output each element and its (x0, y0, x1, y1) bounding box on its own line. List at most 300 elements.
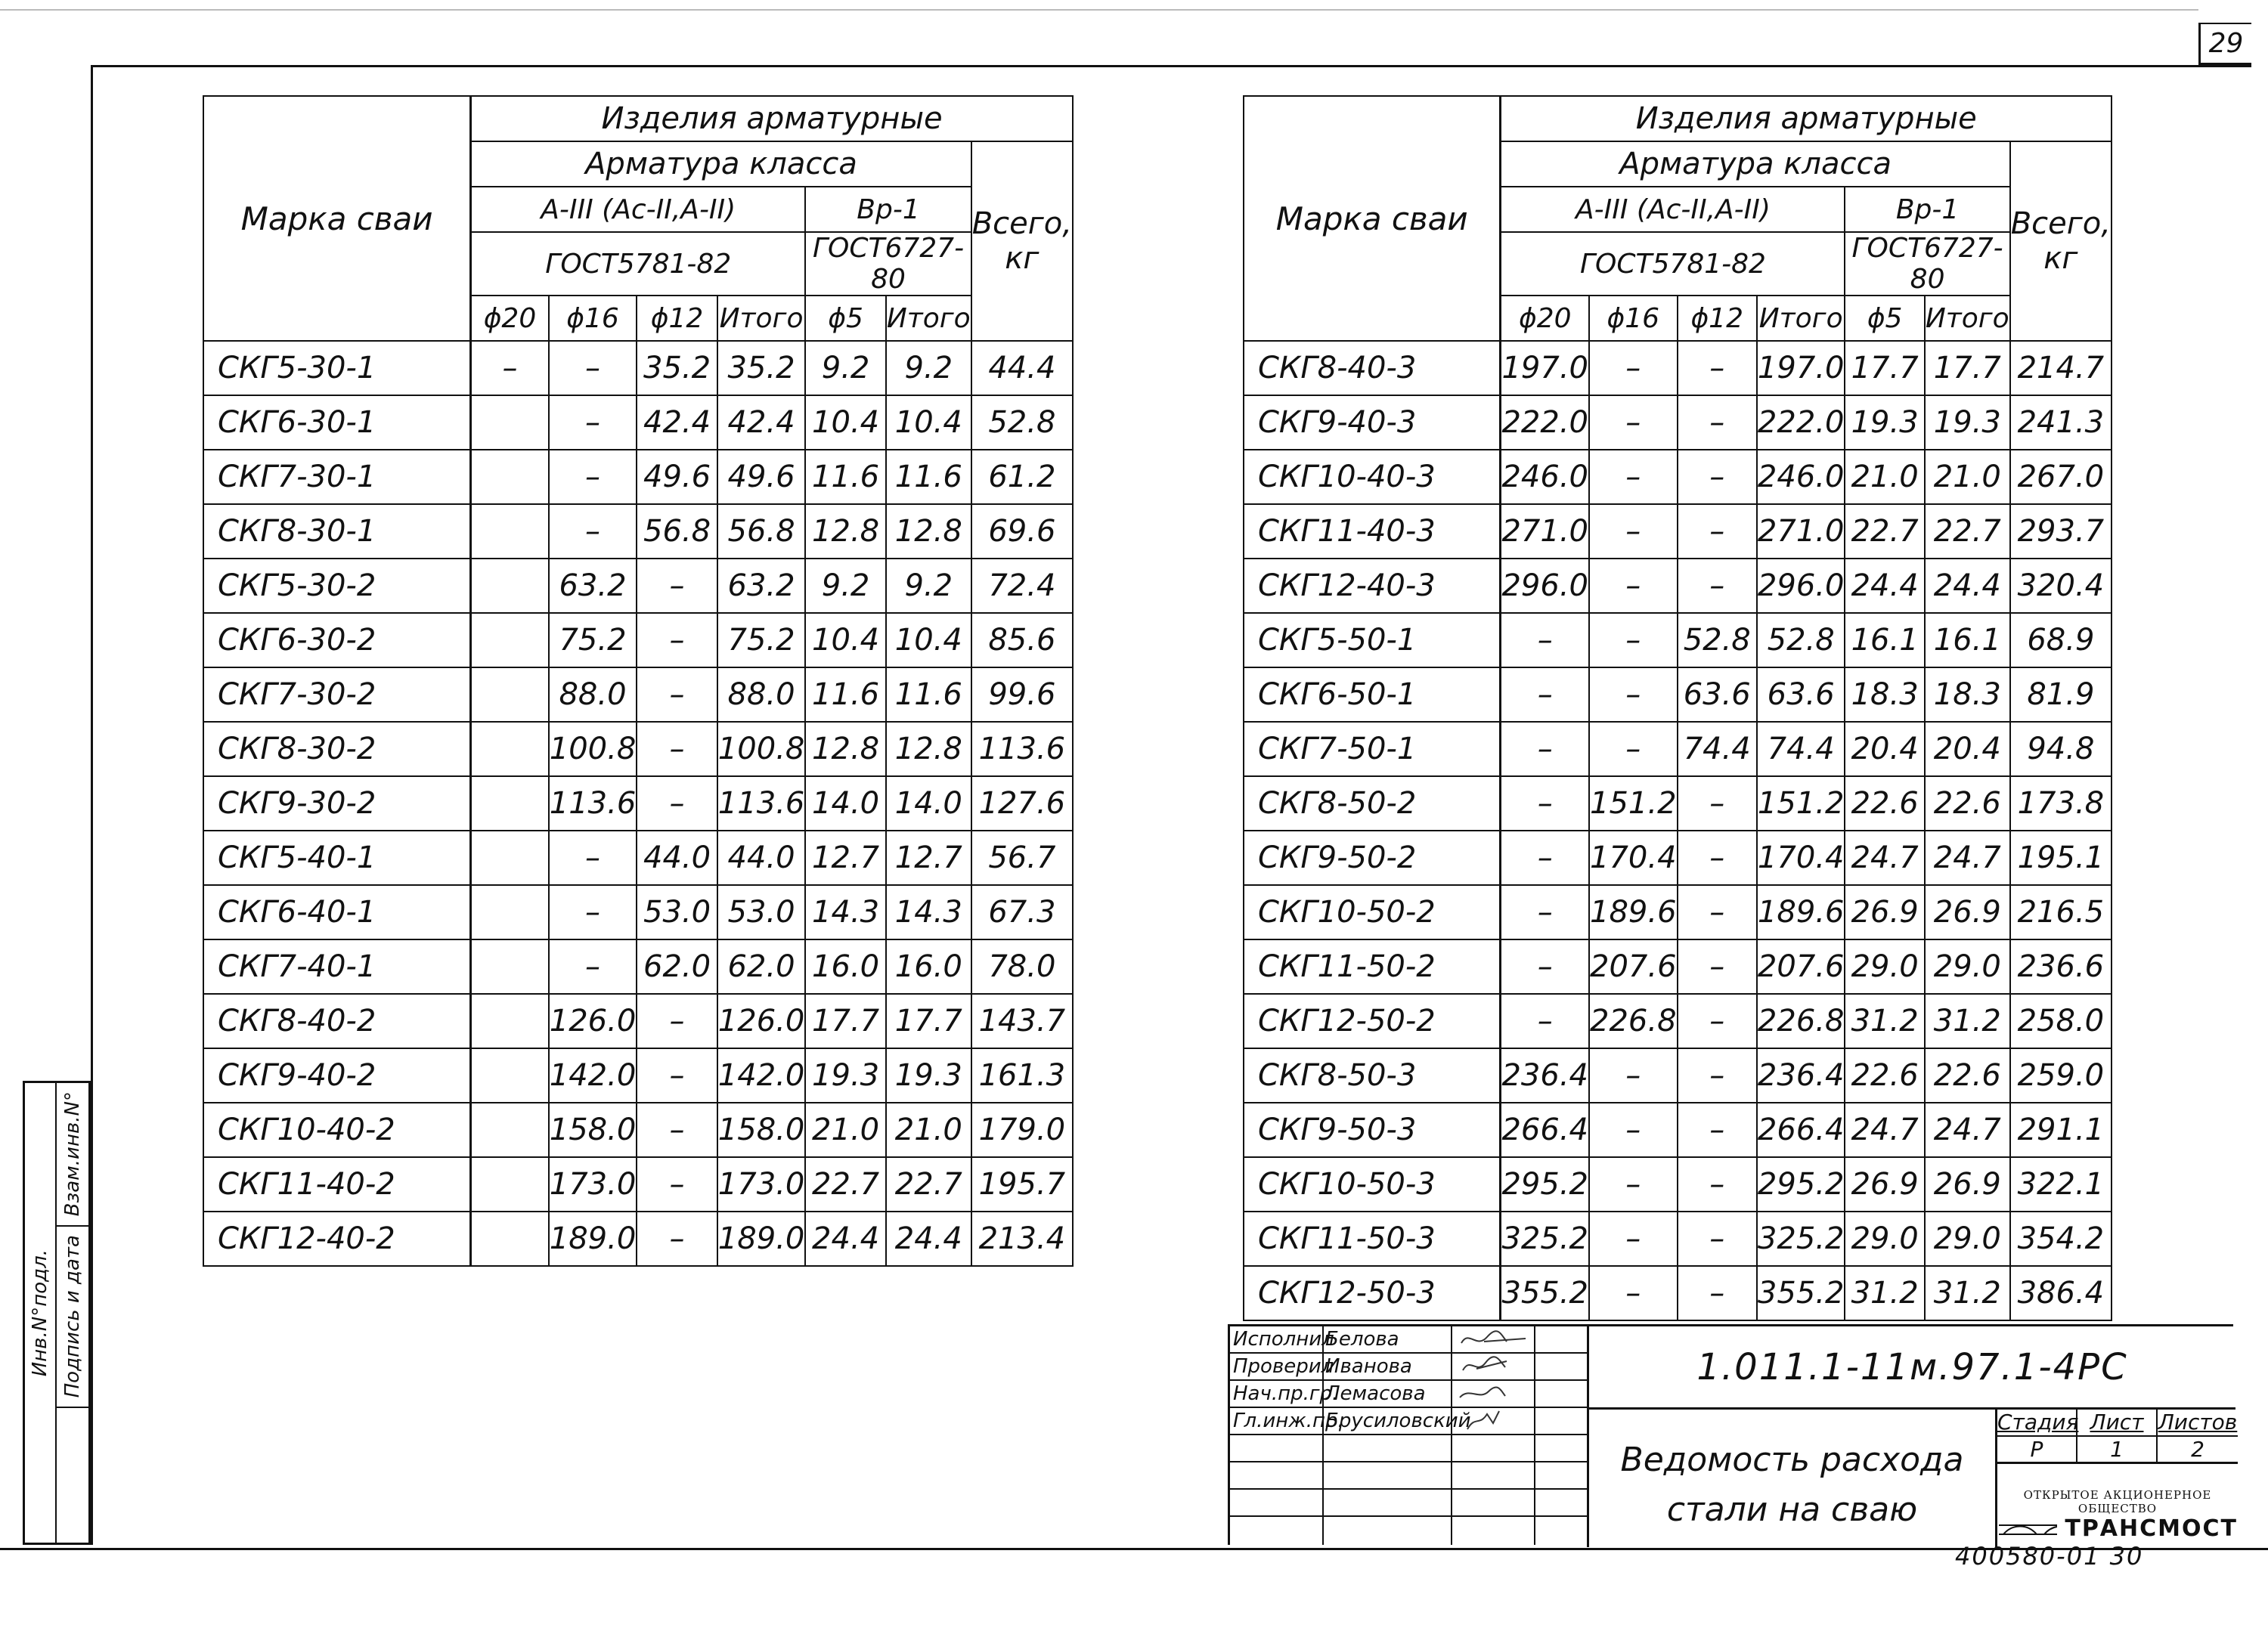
table-row (203, 831, 1073, 885)
value-cell-d5: 14.3 (805, 885, 886, 939)
value-cell-d5: 16.1 (1845, 613, 1924, 667)
value-cell-d20: 246.0 (1501, 450, 1589, 504)
value-cell-d20: 355.2 (1501, 1266, 1589, 1320)
value-cell-tA: 49.6 (717, 450, 806, 504)
value-cell-d12: 44.0 (637, 831, 717, 885)
value-cell-d5: 31.2 (1845, 1266, 1924, 1320)
value-cell-all: 78.0 (971, 939, 1073, 994)
value-cell-tB: 22.6 (1925, 1048, 2010, 1103)
value-cell-d12: – (1678, 1048, 1757, 1103)
table-row (1244, 341, 2112, 395)
pile-mark-cell: СКГ6-30-2 (203, 613, 471, 667)
value-cell-d12: – (1678, 395, 1757, 450)
value-cell-tB: 29.0 (1925, 939, 2010, 994)
value-cell-d16: 207.6 (1589, 939, 1678, 994)
value-cell-d16: – (549, 939, 637, 994)
value-cell-all: 161.3 (971, 1048, 1073, 1103)
company-line1: ОТКРЫТОЕ АКЦИОНЕРНОЕ ОБЩЕСТВО (2023, 1488, 2212, 1515)
value-cell-d5: 10.4 (805, 395, 886, 450)
value-cell-tB: 14.3 (886, 885, 971, 939)
value-cell-d20 (471, 939, 549, 994)
pile-mark-cell: СКГ5-30-1 (203, 341, 471, 395)
company-line2-wrap (1997, 1515, 2238, 1542)
role-label: Гл.инж.пр. (1233, 1410, 1344, 1432)
col-d5: ϕ5 (1845, 296, 1924, 341)
mark-header: Марка сваи (203, 96, 471, 341)
value-cell-tA: 266.4 (1757, 1103, 1845, 1157)
value-cell-tA: 56.8 (717, 504, 806, 559)
value-cell-d5: 19.3 (805, 1048, 886, 1103)
value-cell-tA: 170.4 (1757, 831, 1845, 885)
value-cell-d12: – (1678, 939, 1757, 994)
value-cell-tB: 26.9 (1925, 885, 2010, 939)
value-cell-d16: 142.0 (549, 1048, 637, 1103)
mark-header: Марка сваи (1244, 96, 1501, 341)
col-d16: ϕ16 (1589, 296, 1678, 341)
value-cell-tB: 31.2 (1925, 1266, 2010, 1320)
value-cell-tA: 44.0 (717, 831, 806, 885)
value-cell-d5: 12.8 (805, 504, 886, 559)
value-cell-d5: 12.8 (805, 722, 886, 776)
value-cell-d16: 88.0 (549, 667, 637, 722)
left-table-body (203, 341, 1073, 1266)
sheet-label: Лист (2077, 1410, 2158, 1437)
value-cell-tA: 355.2 (1757, 1266, 1845, 1320)
class-header: Арматура класса (471, 141, 971, 187)
pile-mark-cell: СКГ5-30-2 (203, 559, 471, 613)
pile-mark-cell: СКГ11-50-3 (1244, 1212, 1501, 1266)
table-row (1244, 722, 2112, 776)
value-cell-all: 241.3 (2010, 395, 2112, 450)
value-cell-all: 67.3 (971, 885, 1073, 939)
pile-mark-cell: СКГ9-30-2 (203, 776, 471, 831)
value-cell-d12: 56.8 (637, 504, 717, 559)
value-cell-d20 (471, 831, 549, 885)
value-cell-d5: 17.7 (805, 994, 886, 1048)
title-block (1228, 1324, 2238, 1545)
role-label: Исполнил (1233, 1328, 1334, 1351)
table-row (1244, 395, 2112, 450)
value-cell-all: 354.2 (2010, 1212, 2112, 1266)
value-cell-all: 179.0 (971, 1103, 1073, 1157)
grid-line (1451, 1326, 1452, 1545)
value-cell-d12: – (637, 667, 717, 722)
company-logo (1997, 1482, 2238, 1547)
value-cell-d5: 9.2 (805, 341, 886, 395)
pile-mark-cell: СКГ12-50-2 (1244, 994, 1501, 1048)
class-b-header: Bp-1 (1845, 187, 2009, 232)
value-cell-tA: 88.0 (717, 667, 806, 722)
table-row (203, 994, 1073, 1048)
class-b-gost: ГОСТ6727-80 (1845, 232, 2009, 296)
document-name-line1: Ведомость расхода (1620, 1441, 1964, 1479)
pile-mark-cell: СКГ7-40-1 (203, 939, 471, 994)
value-cell-tB: 21.0 (1925, 450, 2010, 504)
value-cell-all: 81.9 (2010, 667, 2112, 722)
document-name (1587, 1410, 1995, 1547)
value-cell-d12: – (1678, 1157, 1757, 1212)
value-cell-d12: – (1678, 994, 1757, 1048)
value-cell-tB: 12.7 (886, 831, 971, 885)
value-cell-d5: 19.3 (1845, 395, 1924, 450)
value-cell-d16: 170.4 (1589, 831, 1678, 885)
value-cell-all: 320.4 (2010, 559, 2112, 613)
col-d12: ϕ12 (637, 296, 717, 341)
value-cell-tA: 52.8 (1757, 613, 1845, 667)
pile-mark-cell: СКГ11-40-2 (203, 1157, 471, 1212)
pile-mark-cell: СКГ11-40-3 (1244, 504, 1501, 559)
value-cell-d16: – (549, 885, 637, 939)
col-total-b: Итого (1925, 296, 2010, 341)
value-cell-d5: 29.0 (1845, 939, 1924, 994)
value-cell-tA: 296.0 (1757, 559, 1845, 613)
value-cell-d20: – (471, 341, 549, 395)
side-stamp-outer-column (25, 1083, 57, 1543)
document-code: 1.011.1-11м.97.1-4РС (1587, 1326, 2235, 1410)
value-cell-d16: – (1589, 1212, 1678, 1266)
value-cell-d12: 42.4 (637, 395, 717, 450)
table-row (203, 613, 1073, 667)
value-cell-d5: 31.2 (1845, 994, 1924, 1048)
value-cell-tB: 31.2 (1925, 994, 2010, 1048)
pile-mark-cell: СКГ10-50-3 (1244, 1157, 1501, 1212)
value-cell-d12: – (1678, 1103, 1757, 1157)
steel-spec-table-left (203, 95, 1074, 1267)
value-cell-tA: 158.0 (717, 1103, 806, 1157)
value-cell-all: 322.1 (2010, 1157, 2112, 1212)
value-cell-tA: 53.0 (717, 885, 806, 939)
page-number: 29 (2198, 23, 2251, 65)
col-d5: ϕ5 (805, 296, 886, 341)
table-row (1244, 1103, 2112, 1157)
col-d20: ϕ20 (471, 296, 549, 341)
value-cell-all: 99.6 (971, 667, 1073, 722)
side-stamp-cell (57, 1227, 88, 1408)
value-cell-d5: 21.0 (805, 1103, 886, 1157)
value-cell-d5: 29.0 (1845, 1212, 1924, 1266)
value-cell-all: 214.7 (2010, 341, 2112, 395)
value-cell-d12: – (637, 1048, 717, 1103)
group-header: Изделия арматурные (471, 96, 1073, 141)
value-cell-d5: 26.9 (1845, 885, 1924, 939)
value-cell-d5: 11.6 (805, 450, 886, 504)
value-cell-d16: – (1589, 613, 1678, 667)
value-cell-d16: – (1589, 722, 1678, 776)
value-cell-d12: 52.8 (1678, 613, 1757, 667)
table-row (203, 776, 1073, 831)
value-cell-all: 52.8 (971, 395, 1073, 450)
pile-mark-cell: СКГ11-50-2 (1244, 939, 1501, 994)
value-cell-tB: 16.1 (1925, 613, 2010, 667)
stage-value: Р (1997, 1437, 2077, 1464)
value-cell-tA: 126.0 (717, 994, 806, 1048)
table-row (1244, 667, 2112, 722)
value-cell-d5: 22.6 (1845, 1048, 1924, 1103)
value-cell-d20: – (1501, 831, 1589, 885)
stage-block (1995, 1410, 2238, 1547)
value-cell-d5: 21.0 (1845, 450, 1924, 504)
pile-mark-cell: СКГ9-50-3 (1244, 1103, 1501, 1157)
table-row (1244, 885, 2112, 939)
table-row (1244, 504, 2112, 559)
value-cell-d16: – (549, 341, 637, 395)
value-cell-d16: – (549, 450, 637, 504)
value-cell-d20 (471, 1048, 549, 1103)
col-d16: ϕ16 (549, 296, 637, 341)
value-cell-d16: 63.2 (549, 559, 637, 613)
value-cell-tA: 271.0 (1757, 504, 1845, 559)
value-cell-d16: 158.0 (549, 1103, 637, 1157)
pile-mark-cell: СКГ8-50-2 (1244, 776, 1501, 831)
pile-mark-cell: СКГ10-40-2 (203, 1103, 471, 1157)
steel-spec-table-right (1243, 95, 2112, 1321)
value-cell-d12: – (637, 1157, 717, 1212)
class-a-gost: ГОСТ5781-82 (1501, 232, 1845, 296)
grid-line (1322, 1326, 1324, 1545)
pile-mark-cell: СКГ9-40-2 (203, 1048, 471, 1103)
value-cell-d20 (471, 776, 549, 831)
value-cell-tB: 9.2 (886, 559, 971, 613)
col-total-a: Итого (1757, 296, 1845, 341)
class-a-header: A-III (Ac-II,A-II) (471, 187, 806, 232)
value-cell-d5: 22.7 (805, 1157, 886, 1212)
value-cell-d12: – (637, 1103, 717, 1157)
value-cell-tA: 189.0 (717, 1212, 806, 1266)
table-row (1244, 450, 2112, 504)
value-cell-d5: 12.7 (805, 831, 886, 885)
value-cell-all: 68.9 (2010, 613, 2112, 667)
value-cell-tB: 26.9 (1925, 1157, 2010, 1212)
handwritten-signatures-image (1454, 1326, 1587, 1440)
value-cell-tA: 226.8 (1757, 994, 1845, 1048)
value-cell-tA: 74.4 (1757, 722, 1845, 776)
value-cell-d20: 295.2 (1501, 1157, 1589, 1212)
value-cell-tB: 17.7 (886, 994, 971, 1048)
table-row (203, 504, 1073, 559)
signature-date-label: Подпись и дата (61, 1235, 85, 1398)
pile-mark-cell: СКГ6-40-1 (203, 885, 471, 939)
table-row (1244, 1157, 2112, 1212)
value-cell-tA: 113.6 (717, 776, 806, 831)
value-cell-d20 (471, 450, 549, 504)
sheets-label: Листов (2158, 1410, 2238, 1437)
pile-mark-cell: СКГ6-50-1 (1244, 667, 1501, 722)
value-cell-d5: 16.0 (805, 939, 886, 994)
value-cell-d16: – (1589, 341, 1678, 395)
top-border-line (0, 9, 2198, 11)
value-cell-d12: – (637, 994, 717, 1048)
table-row (1244, 559, 2112, 613)
value-cell-tA: 222.0 (1757, 395, 1845, 450)
person-name: Лемасова (1325, 1382, 1426, 1405)
value-cell-d12: 62.0 (637, 939, 717, 994)
pile-mark-cell: СКГ7-30-2 (203, 667, 471, 722)
value-cell-tB: 24.7 (1925, 831, 2010, 885)
pile-mark-cell: СКГ10-40-3 (1244, 450, 1501, 504)
value-cell-d12: – (637, 613, 717, 667)
value-cell-d20: – (1501, 722, 1589, 776)
value-cell-d5: 26.9 (1845, 1157, 1924, 1212)
value-cell-d20 (471, 722, 549, 776)
value-cell-d16: 173.0 (549, 1157, 637, 1212)
class-b-header: Bp-1 (805, 187, 971, 232)
value-cell-d12: – (1678, 504, 1757, 559)
table-row (203, 450, 1073, 504)
pile-mark-cell: СКГ7-30-1 (203, 450, 471, 504)
company-line2: ТРАНСМОСТ (2065, 1515, 2238, 1542)
value-cell-d12: – (1678, 341, 1757, 395)
value-cell-d20 (471, 885, 549, 939)
value-cell-tA: 62.0 (717, 939, 806, 994)
value-cell-tA: 295.2 (1757, 1157, 1845, 1212)
value-cell-d16: – (1589, 559, 1678, 613)
value-cell-all: 44.4 (971, 341, 1073, 395)
value-cell-d16: – (1589, 504, 1678, 559)
value-cell-tA: 42.4 (717, 395, 806, 450)
archive-number: 400580-01 30 (1955, 1542, 2144, 1571)
value-cell-tB: 22.6 (1925, 776, 2010, 831)
value-cell-d16: – (1589, 1048, 1678, 1103)
class-a-gost: ГОСТ5781-82 (471, 232, 806, 296)
sheet-value: 1 (2077, 1437, 2158, 1464)
side-stamp-cell (25, 1083, 55, 1543)
value-cell-tB: 24.4 (1925, 559, 2010, 613)
value-cell-tA: 63.2 (717, 559, 806, 613)
value-cell-d12: – (637, 776, 717, 831)
value-cell-all: 267.0 (2010, 450, 2112, 504)
side-stamp-inner-column (57, 1083, 88, 1543)
value-cell-all: 293.7 (2010, 504, 2112, 559)
value-cell-tA: 142.0 (717, 1048, 806, 1103)
value-cell-d12: 53.0 (637, 885, 717, 939)
pile-mark-cell: СКГ8-30-2 (203, 722, 471, 776)
pile-mark-cell: СКГ5-50-1 (1244, 613, 1501, 667)
value-cell-tA: 197.0 (1757, 341, 1845, 395)
table-row (1244, 831, 2112, 885)
value-cell-tB: 12.8 (886, 504, 971, 559)
side-stamp-strip (23, 1081, 91, 1545)
table-row (1244, 939, 2112, 994)
value-cell-all: 195.7 (971, 1157, 1073, 1212)
value-cell-d5: 22.7 (1845, 504, 1924, 559)
pile-mark-cell: СКГ10-50-2 (1244, 885, 1501, 939)
value-cell-d12: 74.4 (1678, 722, 1757, 776)
value-cell-d5: 24.4 (805, 1212, 886, 1266)
value-cell-d16: 151.2 (1589, 776, 1678, 831)
value-cell-d20 (471, 667, 549, 722)
value-cell-tB: 24.4 (886, 1212, 971, 1266)
value-cell-d20 (471, 559, 549, 613)
value-cell-all: 213.4 (971, 1212, 1073, 1266)
class-b-gost: ГОСТ6727-80 (805, 232, 971, 296)
value-cell-d16: 189.0 (549, 1212, 637, 1266)
value-cell-d20 (471, 1157, 549, 1212)
value-cell-d12: – (1678, 1212, 1757, 1266)
value-cell-tB: 11.6 (886, 667, 971, 722)
value-cell-d16: – (1589, 1266, 1678, 1320)
class-a-header: A-III (Ac-II,A-II) (1501, 187, 1845, 232)
pile-mark-cell: СКГ12-50-3 (1244, 1266, 1501, 1320)
value-cell-tB: 9.2 (886, 341, 971, 395)
class-header: Арматура класса (1501, 141, 2010, 187)
total-header: Всего, кг (2010, 141, 2112, 341)
table-row (203, 1103, 1073, 1157)
pile-mark-cell: СКГ6-30-1 (203, 395, 471, 450)
value-cell-tB: 10.4 (886, 395, 971, 450)
pile-mark-cell: СКГ8-40-3 (1244, 341, 1501, 395)
value-cell-d12: 63.6 (1678, 667, 1757, 722)
value-cell-tA: 173.0 (717, 1157, 806, 1212)
signature-grid (1230, 1326, 1587, 1545)
value-cell-d20 (471, 1212, 549, 1266)
col-total-b: Итого (886, 296, 971, 341)
value-cell-tB: 11.6 (886, 450, 971, 504)
value-cell-d5: 20.4 (1845, 722, 1924, 776)
value-cell-all: 173.8 (2010, 776, 2112, 831)
table-row (203, 341, 1073, 395)
table-row (1244, 776, 2112, 831)
value-cell-d5: 24.7 (1845, 831, 1924, 885)
value-cell-d16: 100.8 (549, 722, 637, 776)
value-cell-all: 127.6 (971, 776, 1073, 831)
value-cell-d16: – (1589, 450, 1678, 504)
person-name: Брусиловский (1325, 1410, 1471, 1432)
value-cell-d16: 126.0 (549, 994, 637, 1048)
value-cell-tA: 207.6 (1757, 939, 1845, 994)
value-cell-d20: 266.4 (1501, 1103, 1589, 1157)
table-row (203, 667, 1073, 722)
value-cell-d20: – (1501, 994, 1589, 1048)
value-cell-tA: 63.6 (1757, 667, 1845, 722)
value-cell-d20: 236.4 (1501, 1048, 1589, 1103)
side-stamp-cell (57, 1408, 88, 1543)
table-row (203, 559, 1073, 613)
value-cell-all: 258.0 (2010, 994, 2112, 1048)
value-cell-d12: 35.2 (637, 341, 717, 395)
bridge-icon (1997, 1521, 2057, 1537)
value-cell-d16: – (549, 395, 637, 450)
value-cell-tB: 19.3 (1925, 395, 2010, 450)
value-cell-tA: 325.2 (1757, 1212, 1845, 1266)
value-cell-d20: 325.2 (1501, 1212, 1589, 1266)
value-cell-d5: 24.4 (1845, 559, 1924, 613)
value-cell-d20: – (1501, 613, 1589, 667)
value-cell-tB: 24.7 (1925, 1103, 2010, 1157)
value-cell-d5: 24.7 (1845, 1103, 1924, 1157)
value-cell-d12: – (1678, 559, 1757, 613)
value-cell-tA: 35.2 (717, 341, 806, 395)
value-cell-d16: 226.8 (1589, 994, 1678, 1048)
value-cell-tA: 236.4 (1757, 1048, 1845, 1103)
value-cell-all: 236.6 (2010, 939, 2112, 994)
document-name-line2: стали на сваю (1666, 1490, 1918, 1529)
value-cell-d5: 11.6 (805, 667, 886, 722)
table-row (203, 939, 1073, 994)
value-cell-all: 69.6 (971, 504, 1073, 559)
value-cell-all: 94.8 (2010, 722, 2112, 776)
value-cell-d16: 189.6 (1589, 885, 1678, 939)
value-cell-tA: 189.6 (1757, 885, 1845, 939)
replaced-inventory-label: Взам.инв.N° (61, 1091, 85, 1217)
inventory-number-label: Инв.N°подл. (29, 1249, 52, 1377)
stage-label: Стадия (1997, 1410, 2077, 1437)
value-cell-d5: 10.4 (805, 613, 886, 667)
sheets-value: 2 (2158, 1437, 2238, 1464)
value-cell-tB: 22.7 (1925, 504, 2010, 559)
value-cell-tB: 17.7 (1925, 341, 2010, 395)
value-cell-d20 (471, 504, 549, 559)
pile-mark-cell: СКГ8-30-1 (203, 504, 471, 559)
